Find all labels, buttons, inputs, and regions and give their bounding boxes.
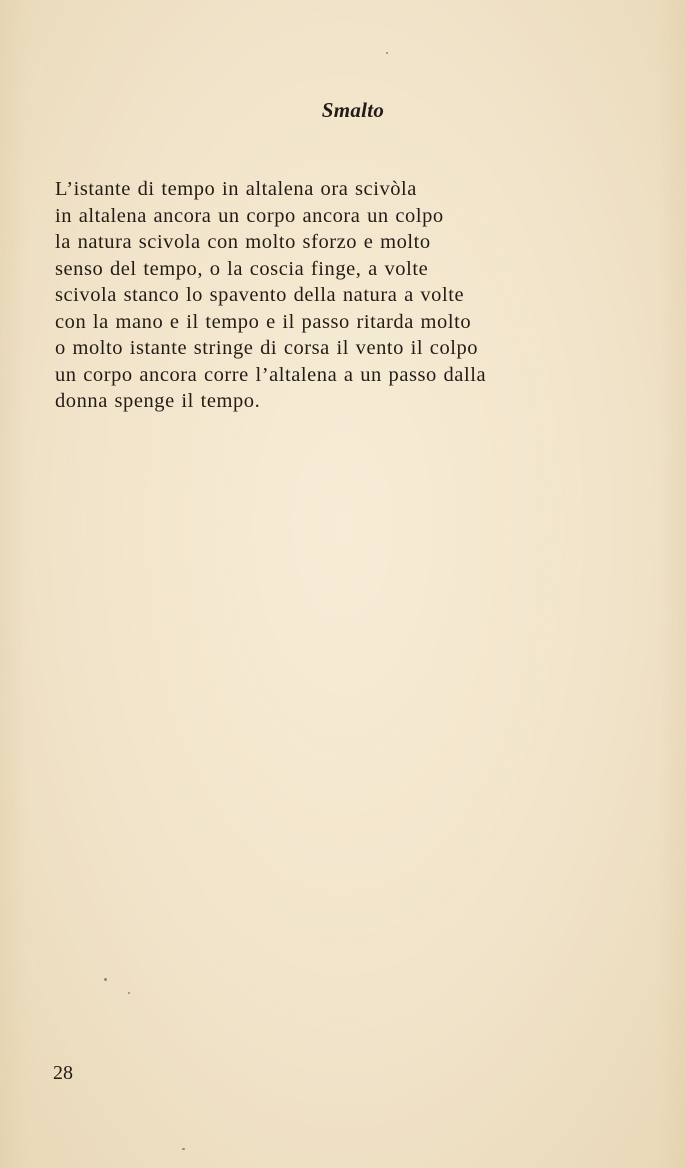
paper-speck xyxy=(182,1148,185,1150)
poem-title: Smalto xyxy=(321,98,385,122)
poem-body xyxy=(55,176,655,415)
poem-line: scivola stanco lo spavento della natura a volte xyxy=(55,284,465,306)
poem-line: L’istante di tempo in altalena ora scivòla xyxy=(55,178,417,200)
paper-speck xyxy=(386,52,388,54)
paper-speck xyxy=(104,978,107,981)
poem-line: donna spenge il tempo. xyxy=(55,390,261,412)
poem-line: o molto istante stringe di corsa il vento il colpo xyxy=(55,337,479,359)
poem-line: la natura scivola con molto sforzo e molto xyxy=(55,231,431,253)
page-number: 28 xyxy=(53,1062,73,1084)
poem-line: un corpo ancora corre l’altalena a un passo dalla xyxy=(55,363,487,386)
paper-speck xyxy=(128,992,130,994)
poem-line: senso del tempo, o la coscia finge, a volte xyxy=(55,257,429,280)
poem-line: in altalena ancora un corpo ancora un colpo xyxy=(55,204,444,227)
poem-line: con la mano e il tempo e il passo ritarda molto xyxy=(55,310,472,333)
